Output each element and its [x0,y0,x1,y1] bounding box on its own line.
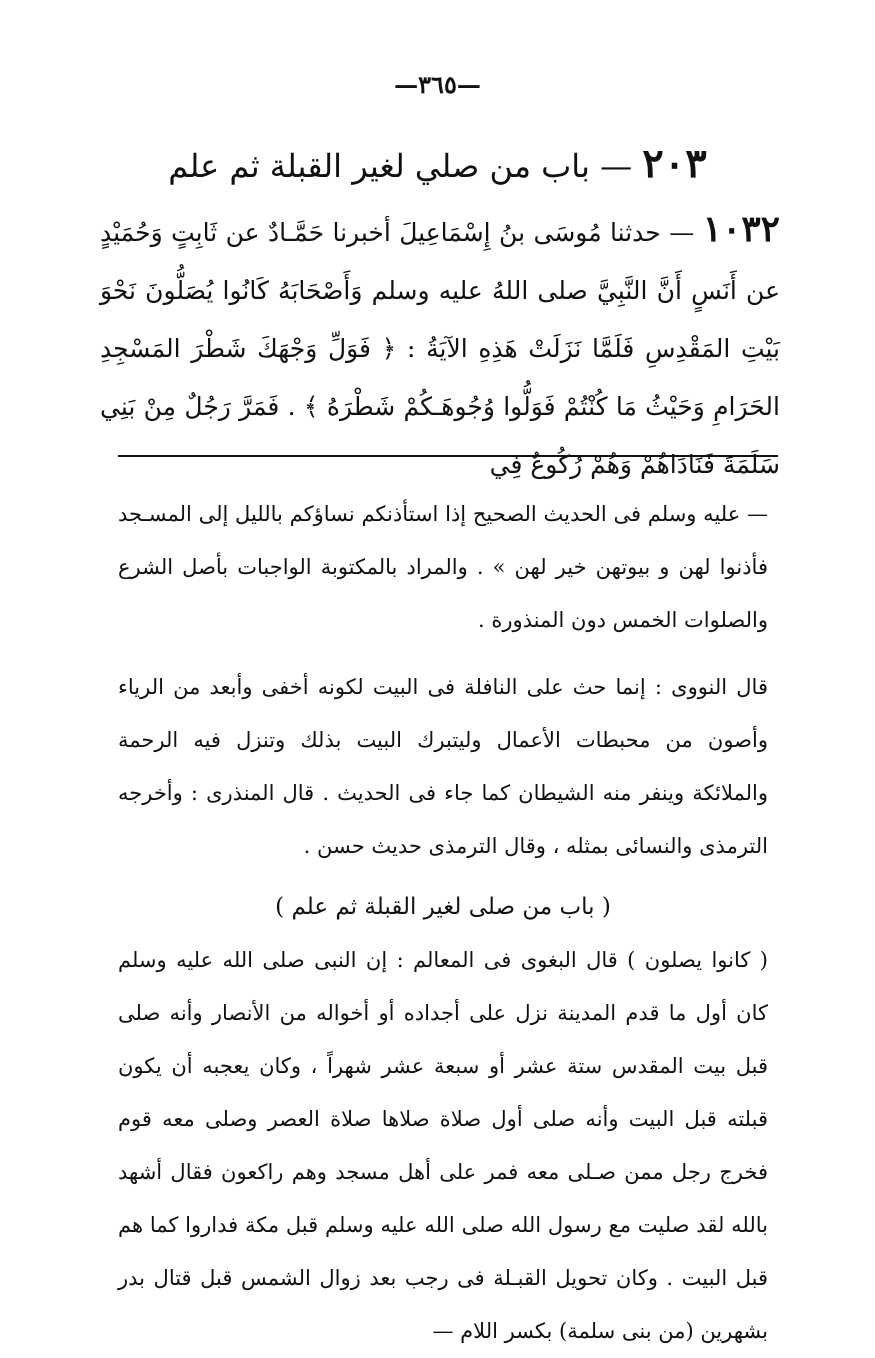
commentary-sub-heading: ( باب من صلى لغير القبلة ثم علم ) [275,894,611,920]
commentary-block [118,488,768,1358]
commentary-paragraph-1: — عليه وسلم فى الحديث الصحيح إذا استأذنكم نساؤكم بالليل إلى المسـجد فأذنوا لهن و بيوتهن خير لهن » . والمراد بالمكتوبة الواجبات بأصل الشرع والصلوات الخمس دون المنذورة . [118,502,768,632]
chapter-number: ٢٠٣ [642,140,707,187]
page-number: —٣٦٥— [394,70,481,99]
footnote-separator [118,455,778,457]
chapter-heading [80,140,795,187]
chapter-title: — باب من صلي لغير القبلة ثم علم [168,147,633,185]
hadith-text: — حدثنا مُوسَى بنُ إِسْمَاعِيلَ أخبرنا حَمَّـادٌ عن ثَابِتٍ وَحُمَيْدٍ عن أَنَسٍ أَنَّ النَّبِيَّ صلى اللهُ عليه وسلم وَأَصْحَابَهُ كَانُوا يُصَلُّونَ نَحْوَ بَيْتِ المَقْدِسِ فَلَمَّا نَزَلَتْ هَذِهِ الآيَةُ : ﴿ فَوَلِّ وَجْهَكَ شَطْرَ المَسْجِدِ الحَرَامِ وَحَيْثُ مَا كُنْتُمْ فَوَلُّوا وُجُوهَـكُمْ شَطْرَهُ ﴾ . فَمَرَّ رَجُلٌ مِنْ بَنِي سَلَمَةَ فَنَادَاهُمْ وَهُمْ رُكُوعٌ فِي [100,218,781,479]
commentary-paragraph-2: قال النووى : إنما حث على النافلة فى البيت لكونه أخفى وأبعد من الرياء وأصون من محبطات الأعمال وليتبرك البيت بذلك وتنزل فيه الرحمة والملائكة وينفر منه الشيطان كما جاء فى الحديث . قال المنذرى : وأخرجه الترمذى والنسائى بمثله ، وقال الترمذى حديث حسن . [118,675,768,858]
hadith-text-block [100,200,780,494]
commentary-paragraph-3: ( كانوا يصلون ) قال البغوى فى المعالم : إن النبى صلى الله عليه وسلم كان أول ما قدم المدينة نزل على أجداده أو أخواله من الأنصار وأنه صلى قبل بيت المقدس ستة عشر أو سبعة عشر شهراً ، وكان يعجبه أن يكون قبلته قبل البيت وأنه صلى أول صلاة صلاها صلاة العصر وصلى معه قوم فخرج رجل ممن صـلى معه فمر على أهل مسجد وهم راكعون فقال أشهد بالله لقد صليت مع رسول الله صلى الله عليه وسلم قبل مكة فداروا كما هم قبل البيت . وكان تحويل القبـلة فى رجب بعد زوال الشمس قبل قتال بدر بشهرين (من بنى سلمة) بكسر اللام — [118,948,769,1343]
hadith-number: ١٠٣٢ [702,208,781,250]
